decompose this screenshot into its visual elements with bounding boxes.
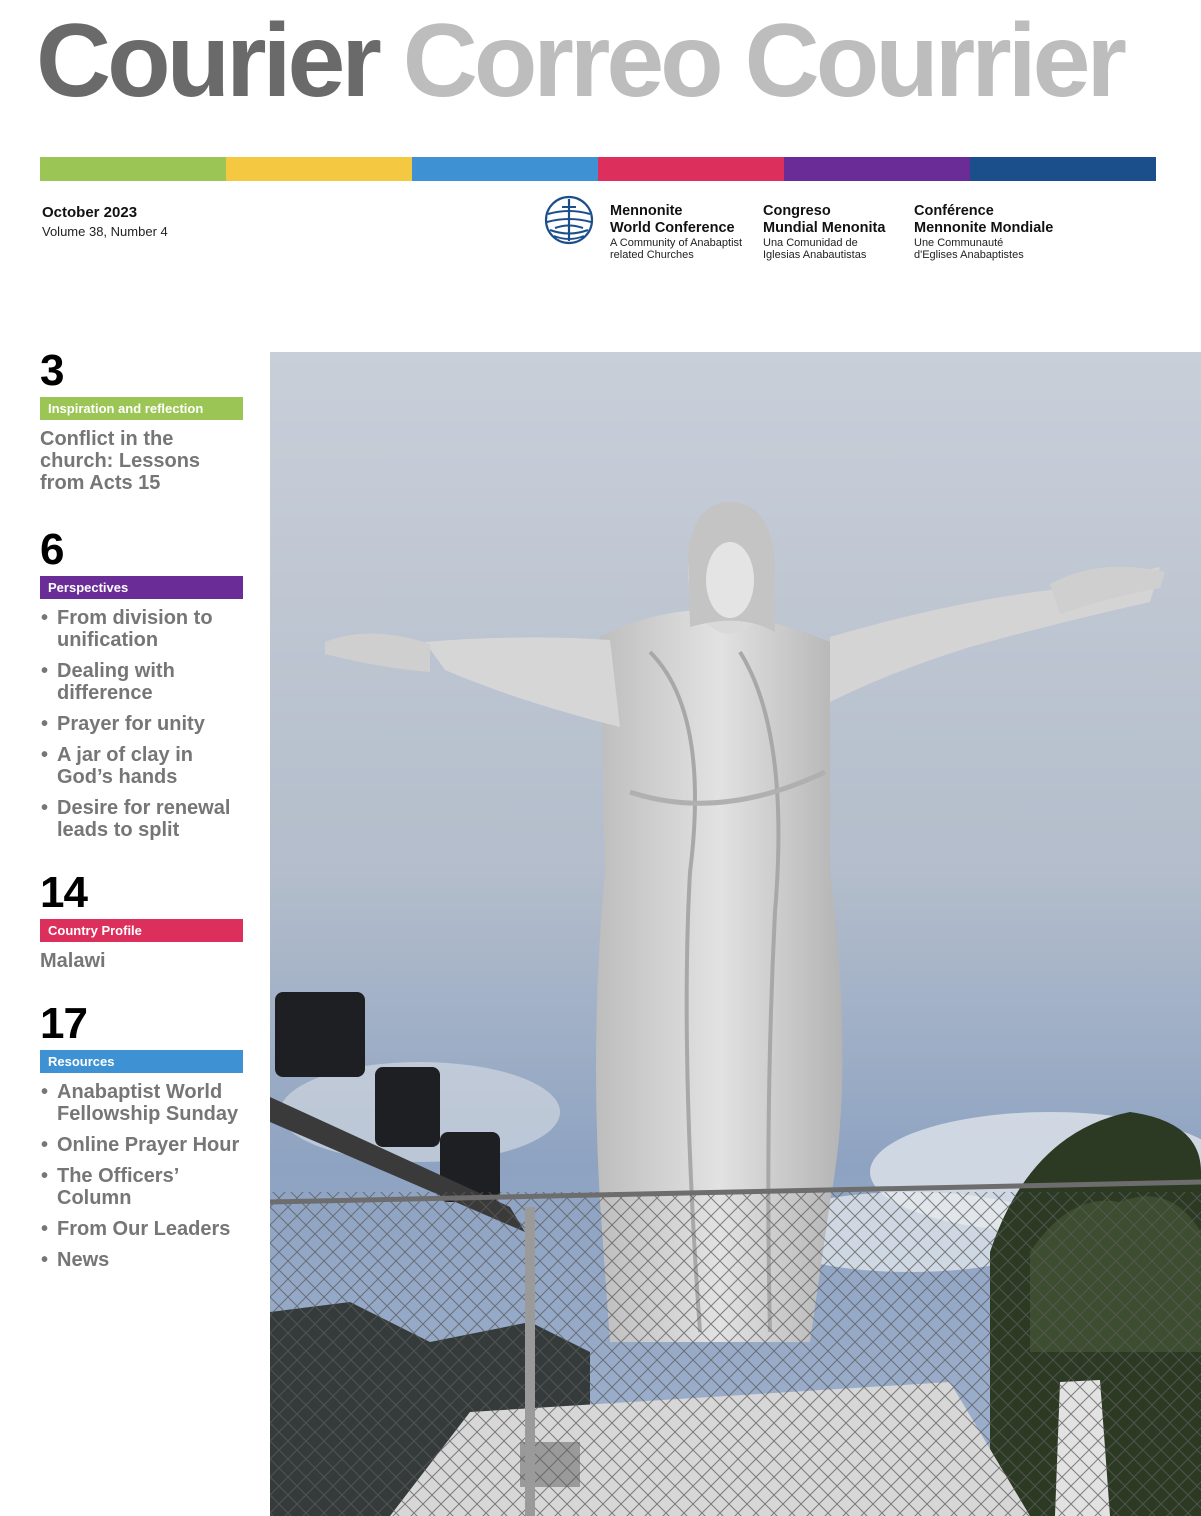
- toc-page-number: 3: [40, 346, 64, 395]
- toc-page-number: 6: [40, 525, 64, 574]
- org-block-spanish: [763, 203, 885, 261]
- toc-section-label: Perspectives: [40, 576, 243, 599]
- masthead-word-english: Courier: [36, 3, 378, 119]
- toc-article-item[interactable]: • Prayer for unity: [40, 713, 243, 735]
- toc-article-item[interactable]: • A jar of clay in God’s hands: [40, 744, 243, 788]
- org-tagline-line1: A Community of Anabaptist: [610, 237, 743, 249]
- masthead-word-french: Courrier: [744, 3, 1123, 119]
- org-block-french: [914, 203, 1053, 261]
- org-name-line2: Mennonite Mondiale: [914, 220, 1054, 236]
- toc-page-number: 17: [40, 999, 87, 1048]
- stripe-pink: [598, 157, 784, 181]
- org-name-line1: Mennonite: [610, 203, 683, 219]
- toc-article-item[interactable]: • From division to unification: [40, 607, 243, 651]
- masthead-title: [36, 3, 1123, 119]
- toc-section-label: Resources: [40, 1050, 243, 1073]
- toc-article-item[interactable]: • Desire for renewal leads to split: [40, 797, 243, 841]
- toc-article-title[interactable]: Conflict in the church: Lessons from Acts 15: [40, 428, 201, 494]
- org-tagline-line1: Una Comunidad de: [763, 237, 858, 249]
- org-tagline-line2: related Churches: [610, 249, 694, 261]
- toc-page-number: 14: [40, 868, 87, 917]
- org-name-line1: Congreso: [763, 203, 831, 219]
- org-tagline-line1: Une Communauté: [914, 237, 1004, 249]
- toc-section-country-profile: [40, 867, 243, 972]
- toc-article-item[interactable]: • News: [40, 1249, 243, 1271]
- org-name-line2: Mundial Menonita: [763, 220, 886, 236]
- stripe-purple: [784, 157, 970, 181]
- christ-statue-photo: [270, 352, 1201, 1516]
- stripe-yellow: [226, 157, 412, 181]
- globe-cross-icon: [544, 195, 594, 245]
- stripe-blue: [412, 157, 598, 181]
- org-name-line2: World Conference: [610, 220, 735, 236]
- table-of-contents: [40, 345, 243, 1287]
- org-name-line1: Conférence: [914, 203, 994, 219]
- org-tagline-line2: Iglesias Anabautistas: [763, 249, 867, 261]
- color-stripe: [40, 157, 1156, 181]
- issue-volume: Volume 38, Number 4: [42, 224, 168, 239]
- toc-article-item[interactable]: • From Our Leaders: [40, 1218, 243, 1240]
- toc-article-item[interactable]: • The Officers’ Column: [40, 1165, 243, 1209]
- cover-photo: [270, 352, 1201, 1516]
- toc-article-item[interactable]: • Anabaptist World Fellowship Sunday: [40, 1081, 243, 1125]
- toc-section-label: Inspiration and reflection: [40, 397, 243, 420]
- toc-article-item[interactable]: • Online Prayer Hour: [40, 1134, 243, 1156]
- toc-section-inspiration[interactable]: [40, 345, 243, 494]
- toc-article-item[interactable]: • Dealing with difference: [40, 660, 243, 704]
- issue-date: October 2023: [42, 204, 138, 221]
- stripe-green: [40, 157, 226, 181]
- toc-section-label: Country Profile: [40, 919, 243, 942]
- org-tagline-line2: d'Eglises Anabaptistes: [914, 249, 1024, 261]
- stripe-navy: [970, 157, 1156, 181]
- masthead-word-spanish: Correo: [402, 3, 720, 119]
- toc-section-resources: [40, 998, 243, 1271]
- toc-article-title[interactable]: Malawi: [40, 950, 106, 972]
- org-block-english: [610, 203, 742, 261]
- toc-section-perspectives: [40, 524, 243, 841]
